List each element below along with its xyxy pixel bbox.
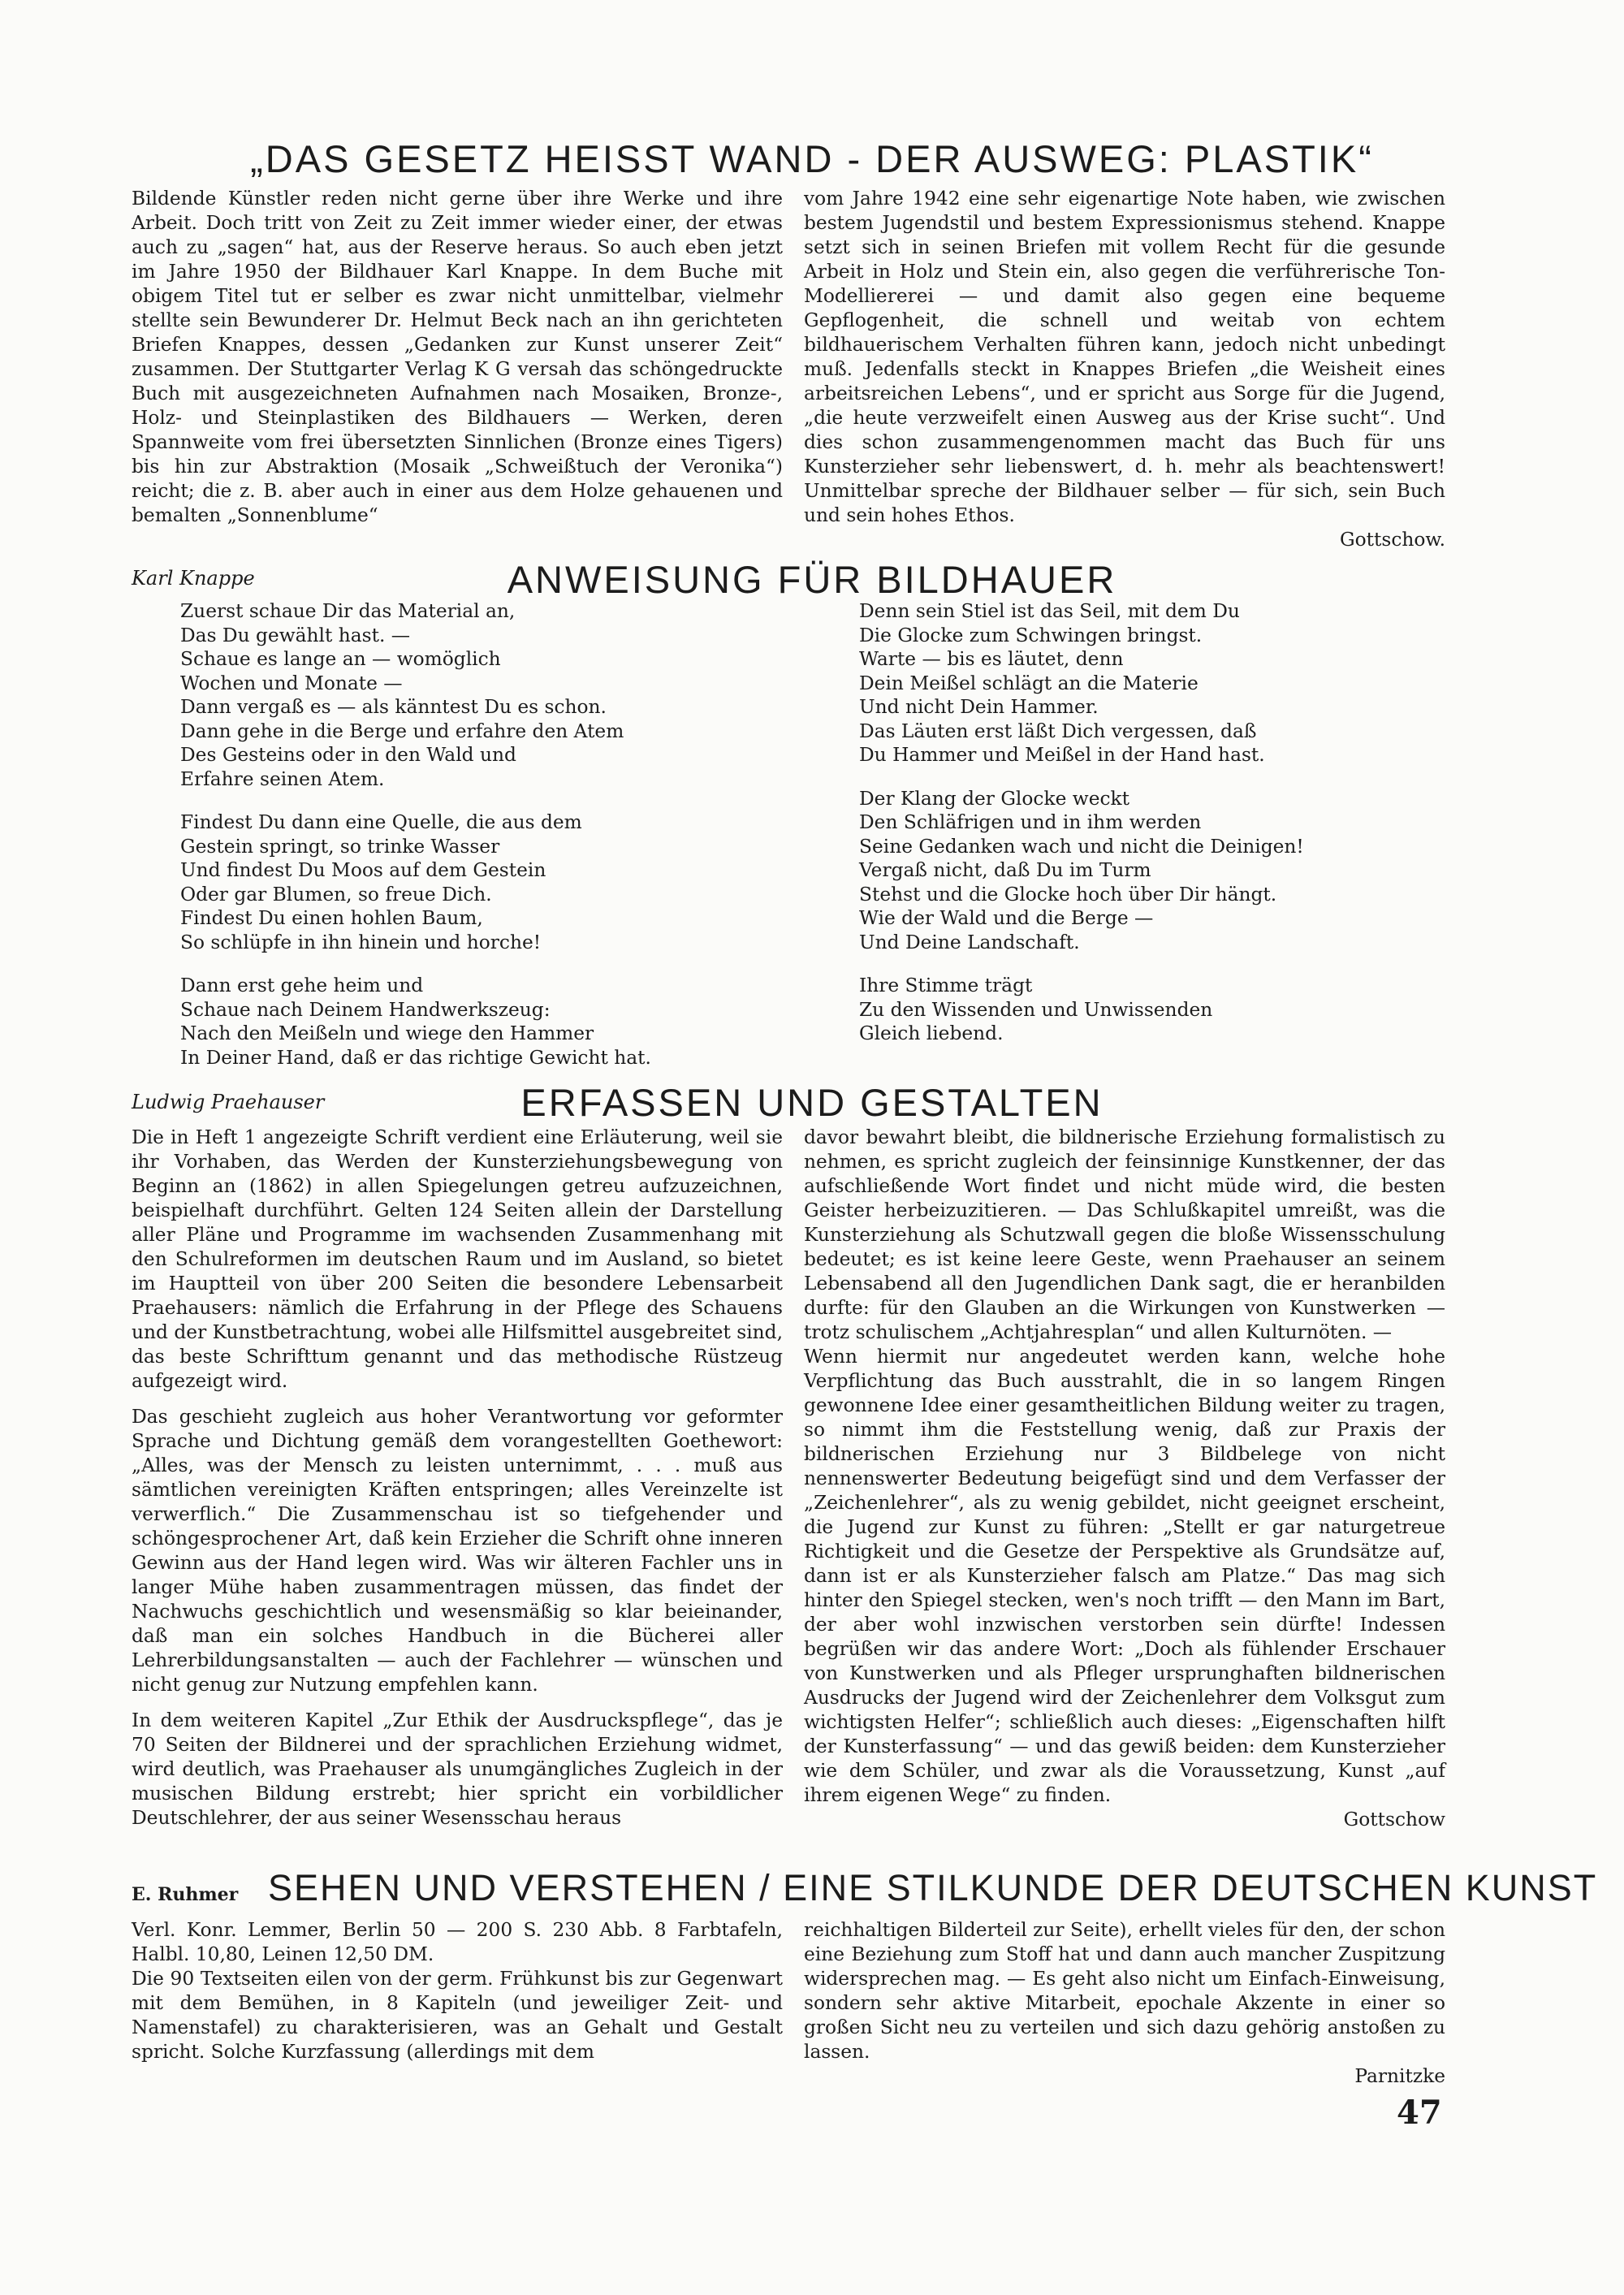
- poem-stanza: [180, 810, 765, 954]
- article4-left-column: [132, 1918, 783, 2064]
- poem-line: Und Deine Landschaft.: [859, 931, 1080, 953]
- article2-poem-left: [180, 599, 765, 1089]
- article4-signature: Parnitzke: [1354, 2065, 1445, 2087]
- article2-title: ANWEISUNG FÜR BILDHAUER: [507, 558, 1117, 601]
- article3-right-paragraph: Wenn hiermit nur angedeutet werden kann, welche hohe Verpflichtung das Buch ausstrahlt, die in so langem Ringen gewonnene Idee einer gesamtheitlichen Bildung weiter zu tragen, so nimmt ihm die Feststellung wenig, daß zur Praxis der bildnerischen Erziehung nur 3 Bildbelege von nicht nennenswerter Bedeutung beigefügt sind und dem Verfasser der „Zeichenlehrer“, als zu wenig gebildet, nicht geeignet erscheint, die Jugend zur Kunst zu führen: „Stellt er gar naturgetreue Richtigkeit und die Gesetze der Perspektive als Grundsätze auf, dann ist er als Kunsterzieher falsch am Platze.“ Das mag sich hinter den Spiegel stecken, wen's noch trifft — den Mann im Bart, der aber wohl inzwischen verstorben sein dürfte! Indessen begrüßen wir das andere Wort: „Doch als fühlender Erschauer von Kunstwerken und als Pfleger ursprunghaften bildnerischen Ausdrucks der Jugend wird der Zeichenlehrer dem Volksgut zum wichtigsten Helfer“; schließlich auch dieses: „Eigenschaften hilft der Kunsterfassung“ — und das gewiß beiden: dem Kunsterzieher wie dem Schüler, und zwar als die Voraussetzung, Kunst „auf ihrem eigenen Wege“ zu finden.: [804, 1346, 1445, 1806]
- poem-line: Ihre Stimme trägt: [859, 975, 1033, 996]
- poem-line: Findest Du einen hohlen Baum,: [180, 907, 483, 929]
- poem-line: Seine Gedanken wach und nicht die Deinigen!: [859, 835, 1304, 858]
- article1-right-column: [804, 187, 1445, 552]
- article3-right-column: [804, 1126, 1445, 1832]
- poem-line: Zuerst schaue Dir das Material an,: [180, 600, 516, 622]
- poem-line: Du Hammer und Meißel in der Hand hast.: [859, 744, 1265, 766]
- poem-line: Und nicht Dein Hammer.: [859, 696, 1099, 718]
- poem-line: Und findest Du Moos auf dem Gestein: [180, 859, 546, 881]
- poem-line: Oder gar Blumen, so freue Dich.: [180, 883, 492, 905]
- article3-title: ERFASSEN UND GESTALTEN: [520, 1081, 1104, 1124]
- poem-line: Der Klang der Glocke weckt: [859, 787, 1130, 810]
- poem-line: Zu den Wissenden und Unwissenden: [859, 998, 1213, 1021]
- poem-line: Vergaß nicht, daß Du im Turm: [859, 859, 1151, 881]
- poem-stanza: [859, 599, 1444, 767]
- poem-line: Das Du gewählt hast. —: [180, 624, 411, 646]
- article1-right-paragraph: vom Jahre 1942 eine sehr eigenartige Note haben, wie zwischen bestem Jugendstil und bestem Expressionismus stehend. Knappe setzt sich in seinen Briefen mit vollem Recht für die gesunde Arbeit in Holz und Stein ein, also gegen die verführerische Ton-Modelliererei — und damit also gegen eine bequeme Gepflogenheit, die schnell und weitab von echtem bildhauerischem Verhalten führen kann, jedoch nicht unbedingt muß. Jedenfalls steckt in Knappes Briefen „die Weisheit eines arbeitsreichen Lebens“, und er spricht aus Sorge für die Jugend, „die heute verzweifelt einen Ausweg aus der Krise sucht“. Und dies schon zusammengenommen macht das Buch für uns Kunsterzieher sehr liebenswert, d. h. mehr als beachtenswert! Unmittelbar spreche der Bildhauer selber — für sich, sein Buch und sein hohes Ethos.: [804, 188, 1445, 526]
- article4-right-column: [804, 1918, 1445, 2089]
- poem-line: Findest Du dann eine Quelle, die aus dem: [180, 811, 582, 833]
- poem-line: Das Läuten erst läßt Dich vergessen, daß: [859, 720, 1257, 742]
- poem-line: Dein Meißel schlägt an die Materie: [859, 672, 1199, 694]
- article1-left-paragraph: Bildende Künstler reden nicht gerne über ihre Werke und ihre Arbeit. Doch tritt von Zeit zu Zeit immer wieder einer, der etwas auch zu „sagen“ hat, aus der Reserve heraus. So auch eben jetzt im Jahre 1950 der Bildhauer Karl Knappe. In dem Buche mit obigem Titel tut er selber es zwar nicht unmittelbar, vielmehr stellte sein Bewunderer Dr. Helmut Beck nach an ihn gerichteten Briefen Knappes, dessen „Gedanken zur Kunst unserer Zeit“ zusammen. Der Stuttgarter Verlag K G versah das schöngedruckte Buch mit ausgezeichneten Aufnahmen nach Mosaiken, Bronze-, Holz- und Steinplastiken des Bildhauers — Werken, deren Spannweite vom frei übersetzten Sinnlichen (Bronze eines Tigers) bis hin zur Abstraktion (Mosaik „Schweißtuch der Veronika“) reicht; die z. B. aber auch in einer aus dem Holze gehauenen und bemalten „Sonnenblume“: [132, 188, 783, 526]
- poem-line: Dann erst gehe heim und: [180, 975, 424, 996]
- poem-line: Des Gesteins oder in den Wald und: [180, 744, 516, 766]
- poem-stanza: [859, 974, 1444, 1046]
- poem-line: Dann gehe in die Berge und erfahre den Atem: [180, 720, 624, 742]
- article3-author: Ludwig Praehauser: [132, 1091, 325, 1113]
- poem-stanza: [180, 599, 765, 791]
- article4-left-paragraph: Die 90 Textseiten eilen von der germ. Frühkunst bis zur Gegenwart mit dem Bemühen, in 8 Kapiteln (und jeweiliger Zeit- und Namenstafel) zu charakterisieren, was an Gehalt und Gestalt spricht. Solche Kurzfassung (allerdings mit dem: [132, 1968, 783, 2063]
- page-number: 47: [1397, 2094, 1442, 2132]
- article3-left-paragraph: Die in Heft 1 angezeigte Schrift verdient eine Erläuterung, weil sie ihr Vorhaben, das Werden der Kunsterziehungsbewegung von Beginn an (1862) in allen Spiegelungen getreu aufzuzeichnen, beispielhaft durchführt. Gelten 124 Seiten allein der Darstellung aller Pläne und Programme im wachsenden Zusammenhang mit den Schulreformen im deutschen Raum und im Ausland, so bietet im Hauptteil von über 200 Seiten die besondere Lebensarbeit Praehausers: nämlich die Erfahrung in der Pflege des Schauens und der Kunstbetrachtung, wobei alle Hilfsmittel ausgebreitet sind, das beste Schrifttum genannt und das methodische Rüstzeug aufgezeigt wird.: [132, 1126, 783, 1392]
- poem-line: Die Glocke zum Schwingen bringst.: [859, 624, 1203, 646]
- article2-author: Karl Knappe: [132, 567, 255, 590]
- poem-line: In Deiner Hand, daß er das richtige Gewicht hat.: [180, 1046, 651, 1069]
- article3-right-paragraph: davor bewahrt bleibt, die bildnerische Erziehung formalistisch zu nehmen, es spricht zugleich der feinsinnige Kunstkenner, der das aufschließende Wort findet und nicht müde wird, die besten Geister herbeizuzitieren. — Das Schlußkapitel umreißt, was die Kunsterziehung als Schutzwall gegen die bloße Wissensschulung bedeutet; es ist keine leere Geste, wenn Praehauser an seinem Lebensabend all den Jugendlichen Dank sagt, die er heranbilden durfte: für den Glauben an die Wirkungen von Kunstwerken — trotz schulischem „Achtjahresplan“ und allen Kulturnöten. —: [804, 1126, 1445, 1343]
- poem-line: Stehst und die Glocke hoch über Dir hängt.: [859, 883, 1277, 905]
- poem-line: Gleich liebend.: [859, 1022, 1004, 1044]
- poem-line: Gestein springt, so trinke Wasser: [180, 835, 500, 858]
- article2-poem-right: [859, 599, 1444, 1065]
- article1-signature: Gottschow.: [1340, 529, 1445, 551]
- poem-stanza: [859, 787, 1444, 955]
- article1-title: „DAS GESETZ HEISST WAND - DER AUSWEG: PLASTIK“: [250, 137, 1374, 180]
- article1-left-column: [132, 187, 783, 528]
- poem-line: So schlüpfe in ihn hinein und horche!: [180, 931, 542, 953]
- poem-line: Wie der Wald und die Berge —: [859, 907, 1154, 929]
- poem-line: Schaue es lange an — womöglich: [180, 648, 501, 670]
- poem-line: Denn sein Stiel ist das Seil, mit dem Du: [859, 600, 1240, 622]
- article3-signature: Gottschow: [1343, 1809, 1445, 1830]
- poem-line: Den Schläfrigen und in ihm werden: [859, 811, 1202, 833]
- poem-line: Dann vergaß es — als känntest Du es schon.: [180, 696, 607, 718]
- article4-title: SEHEN UND VERSTEHEN / EINE STILKUNDE DER DEUTSCHEN KUNST: [268, 1867, 1598, 1908]
- article4-left-paragraph: Verl. Konr. Lemmer, Berlin 50 — 200 S. 230 Abb. 8 Farbtafeln, Halbl. 10,80, Leinen 12,50 DM.: [132, 1919, 783, 1965]
- article3-left-paragraph: Das geschieht zugleich aus hoher Verantwortung vor geformter Sprache und Dichtung gemäß dem vorangestellten Goethewort: „Alles, was der Mensch zu leisten unternimmt, . . . muß aus sämtlichen vereinigten Kräften entspringen; alles Vereinzelte ist verwerflich.“ Die Zusammenschau ist so tiefgehender und schöngesprochener Art, daß kein Erzieher die Schrift ohne inneren Gewinn aus der Hand legen wird. Was wir älteren Fachler uns in langer Mühe haben zusammentragen müssen, das findet der Nachwuchs geschichtlich und wesensmäßig so klar beieinander, daß man ein solches Handbuch in die Bücherei aller Lehrerbildungsanstalten — auch der Fachlehrer — wünschen und nicht genug zur Nutzung empfehlen kann.: [132, 1406, 783, 1696]
- poem-line: Erfahre seinen Atem.: [180, 767, 385, 790]
- poem-line: Nach den Meißeln und wiege den Hammer: [180, 1022, 594, 1044]
- article4-right-paragraph: reichhaltigen Bilderteil zur Seite), erhellt vieles für den, der schon eine Beziehung zum Stoff hat und dann auch mancher Zuspitzung widersprechen mag. — Es geht also nicht um Einfach-Einweisung, sondern sehr aktive Mitarbeit, epochale Akzente in einer so großen Sicht neu zu verteilen und sich dazu gehörig anstoßen zu lassen.: [804, 1919, 1445, 2063]
- poem-line: Schaue nach Deinem Handwerkszeug:: [180, 998, 551, 1021]
- article4-author: E. Ruhmer: [132, 1884, 239, 1905]
- article3-left-paragraph: In dem weiteren Kapitel „Zur Ethik der Ausdruckspflege“, das je 70 Seiten der Bildnerei und der sprachlichen Erziehung widmet, wird deutlich, was Praehauser als unumgängliches Zugleich in der musischen Bildung erstrebt; hier spricht ein vorbildlicher Deutschlehrer, der aus seiner Wesensschau heraus: [132, 1709, 783, 1829]
- poem-line: Warte — bis es läutet, denn: [859, 648, 1124, 670]
- poem-stanza: [180, 974, 765, 1070]
- poem-line: Wochen und Monate —: [180, 672, 403, 694]
- article3-left-column: [132, 1126, 783, 1830]
